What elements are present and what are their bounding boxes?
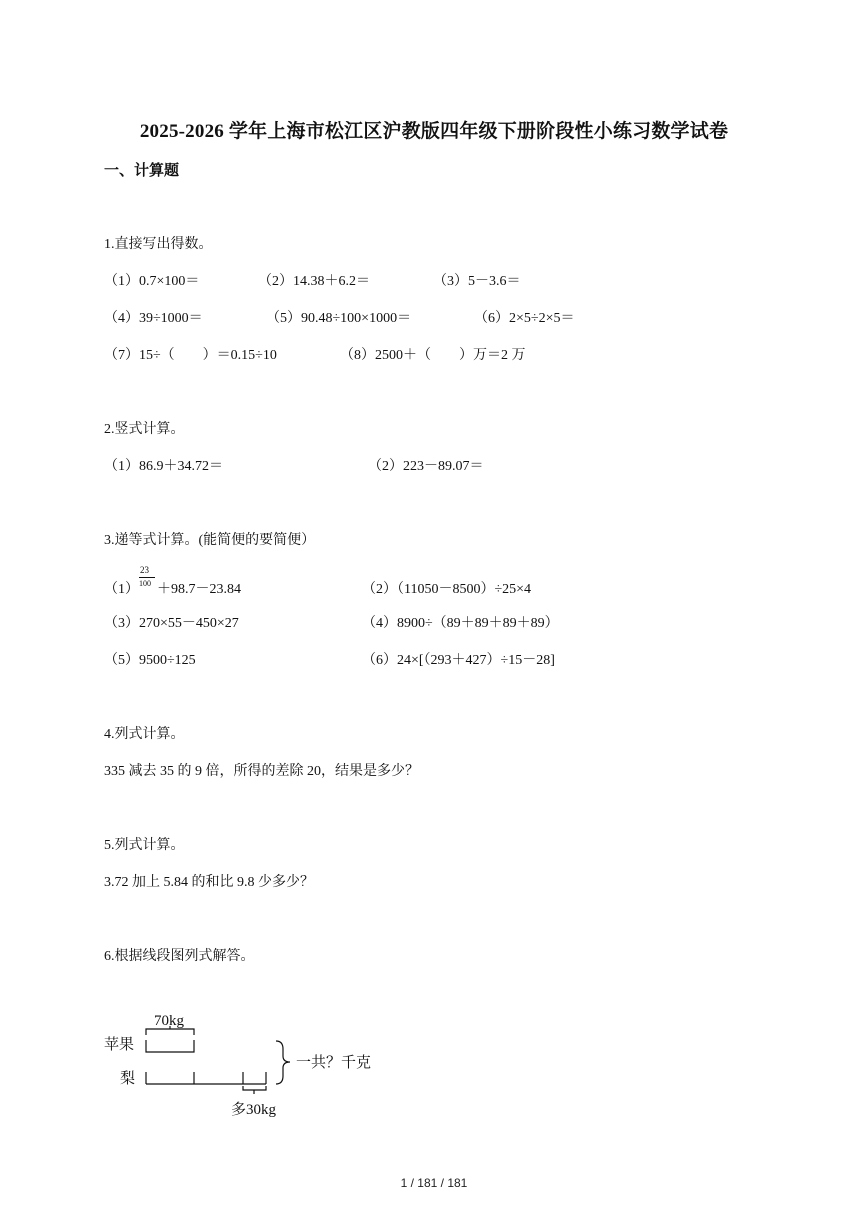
apple-value-label: 70kg — [154, 1013, 184, 1029]
q3-item-1-rest: ＋98.7－23.84 — [157, 582, 241, 597]
line-segment-diagram — [0, 1000, 868, 1130]
q3-item-2: （2）（11050－8500）÷25×4 — [362, 582, 532, 597]
q1-heading: 1.直接写出得数。 — [104, 237, 213, 252]
apple-label: 苹果 — [104, 1037, 135, 1053]
q5-heading: 5.列式计算。 — [104, 838, 185, 853]
q1-item-5: （5）90.48÷100×1000＝ — [266, 311, 412, 326]
q4-text: 335 减去 35 的 9 倍，所得的差除 20，结果是多少？ — [104, 764, 419, 779]
fraction-denominator: 100 — [139, 579, 151, 588]
q3-heading: 3.递等式计算。(能简便的要简便） — [104, 533, 316, 548]
page-title: 2025-2026 学年上海市松江区沪教版四年级下册阶段性小练习数学试卷 — [139, 121, 729, 142]
q3-item-6: （6）24×[（293＋427）÷15－28] — [362, 653, 555, 668]
q2-item-2: （2）223－89.07＝ — [368, 459, 484, 474]
fraction — [139, 565, 157, 593]
extra-label: 多30kg — [231, 1102, 277, 1118]
q3-item-4: （4）8900÷（89＋89＋89＋89） — [362, 616, 559, 631]
pear-label: 梨 — [120, 1071, 136, 1087]
q5-text: 3.72 加上 5.84 的和比 9.8 少多少？ — [104, 875, 314, 890]
extra-bottom-bracket — [243, 1086, 266, 1090]
page-number-footer: 1 / 181 / 181 — [400, 1176, 468, 1190]
q1-item-8: （8）2500＋（ ）万＝2 万 — [340, 348, 526, 363]
apple-top-bracket — [146, 1029, 194, 1035]
q3-item-1 — [104, 565, 241, 598]
q1-item-2: （2）14.38＋6.2＝ — [258, 274, 370, 289]
q2-item-1: （1）86.9＋34.72＝ — [104, 459, 223, 474]
q1-item-4: （4）39÷1000＝ — [104, 311, 203, 326]
q3-item-1-prefix: （1） — [104, 582, 139, 597]
section-heading: 一、计算题 — [104, 163, 180, 179]
fraction-bar — [139, 577, 155, 578]
q1-item-7: （7）15÷（ ）＝0.15÷10 — [104, 348, 277, 363]
q1-item-1: （1）0.7×100＝ — [104, 274, 200, 289]
apple-segment — [146, 1040, 194, 1052]
q2-heading: 2.竖式计算。 — [104, 422, 185, 437]
q1-item-6: （6）2×5÷2×5＝ — [474, 311, 575, 326]
q3-item-5: （5）9500÷125 — [104, 653, 196, 668]
q6-heading: 6.根据线段图列式解答。 — [104, 949, 255, 964]
total-brace — [276, 1041, 290, 1084]
fraction-numerator: 23 — [140, 565, 149, 575]
q4-heading: 4.列式计算。 — [104, 727, 185, 742]
q1-item-3: （3）5－3.6＝ — [433, 274, 521, 289]
q3-item-3: （3）270×55－450×27 — [104, 616, 239, 631]
total-label: 一共？千克 — [296, 1055, 372, 1071]
